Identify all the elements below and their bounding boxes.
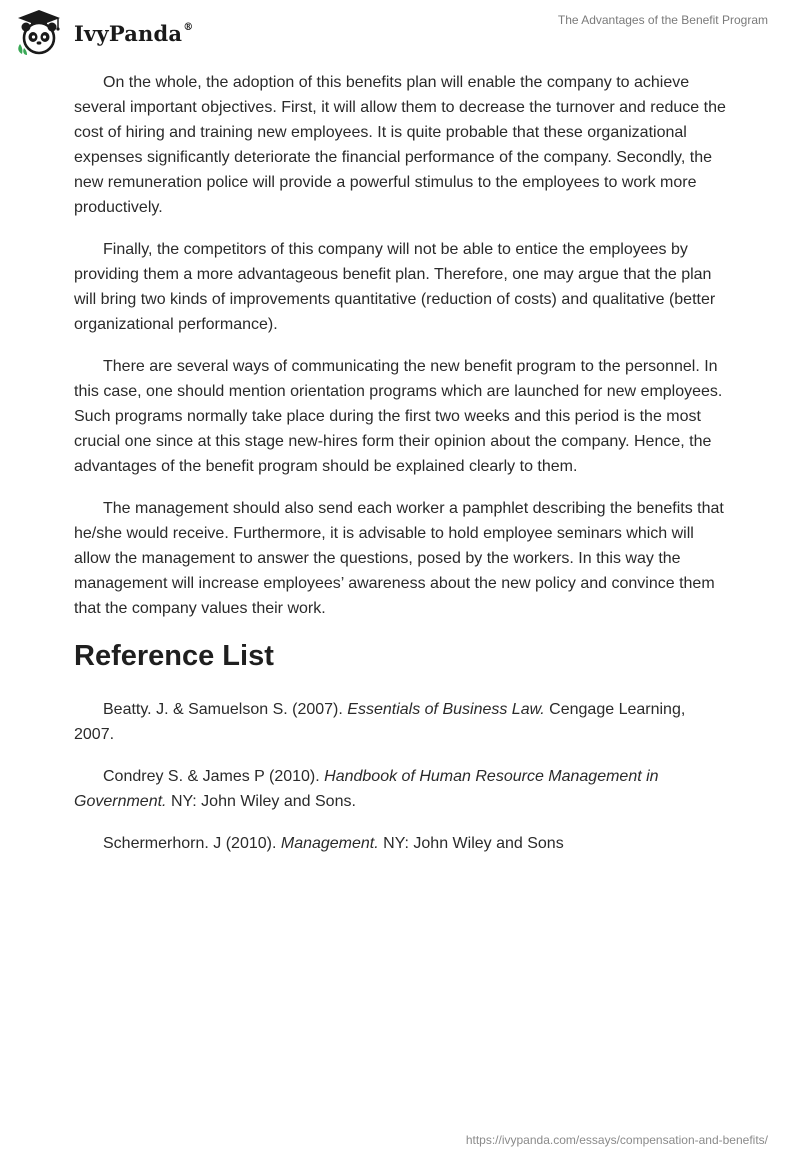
reference-item <box>74 697 728 747</box>
reference-title: Handbook of Human Resource Management in Government. <box>74 768 659 810</box>
document-body <box>74 70 728 873</box>
reference-authors: Beatty. J. & Samuelson S. (2007). <box>103 701 343 718</box>
ivypanda-logo[interactable] <box>14 8 193 56</box>
reference-list-heading: Reference List <box>74 640 274 672</box>
reference-title: Management. <box>280 835 379 852</box>
reference-item <box>74 831 728 856</box>
reference-title: Essentials of Business Law. <box>347 701 545 718</box>
page-header <box>0 0 800 60</box>
trademark-mark: ® <box>183 21 194 33</box>
reference-item <box>74 764 728 814</box>
reference-publisher: Cengage Learning, 2007. <box>74 701 686 743</box>
reference-publisher: NY: John Wiley and Sons <box>383 835 564 852</box>
paragraph: There are several ways of communicating the new benefit program to the personnel. In this case, one should mention orientation programs which are launched for new employees. Such programs normally take place during the first two weeks and this period is the most crucial one since at this stage new-hires form their opinion about the company. Hence, the advantages of the benefit program should be explained clearly to them. <box>74 358 723 475</box>
paragraph: Finally, the competitors of this company will not be able to entice the employees by providing them a more advantageous benefit plan. Therefore, one may argue that the plan will bring two kinds of improvements quantitative (reduction of costs) and qualitative (better organizational performance). <box>74 241 716 333</box>
reference-publisher: NY: John Wiley and Sons. <box>170 793 356 810</box>
paragraph: The management should also send each worker a pamphlet describing the benefits that he/she would receive. Furthermore, it is advisable to hold employee seminars which will allow the management to answer the questions, posed by the workers. In this way the management will increase employees’ awareness about the new policy and convince them that the company values their work. <box>74 500 724 617</box>
reference-authors: Condrey S. & James P (2010). <box>103 768 320 785</box>
brand-name: IvyPanda® <box>74 20 194 46</box>
paragraph: On the whole, the adoption of this benefits plan will enable the company to achieve several important objectives. First, it will allow them to decrease the turnover and reduce the cost of hiring and training new employees. It is quite probable that these organizational expenses significantly deteriorate the financial performance of the company. Secondly, the new remuneration police will provide a powerful stimulus to the employees to work more productively. <box>74 74 726 216</box>
running-title: The Advantages of the Benefit Program <box>557 13 768 27</box>
reference-authors: Schermerhorn. J (2010). <box>103 835 277 852</box>
panda-logo-icon <box>14 8 64 56</box>
source-url-link[interactable]: https://ivypanda.com/essays/compensation-and-benefits/ <box>465 1133 768 1147</box>
